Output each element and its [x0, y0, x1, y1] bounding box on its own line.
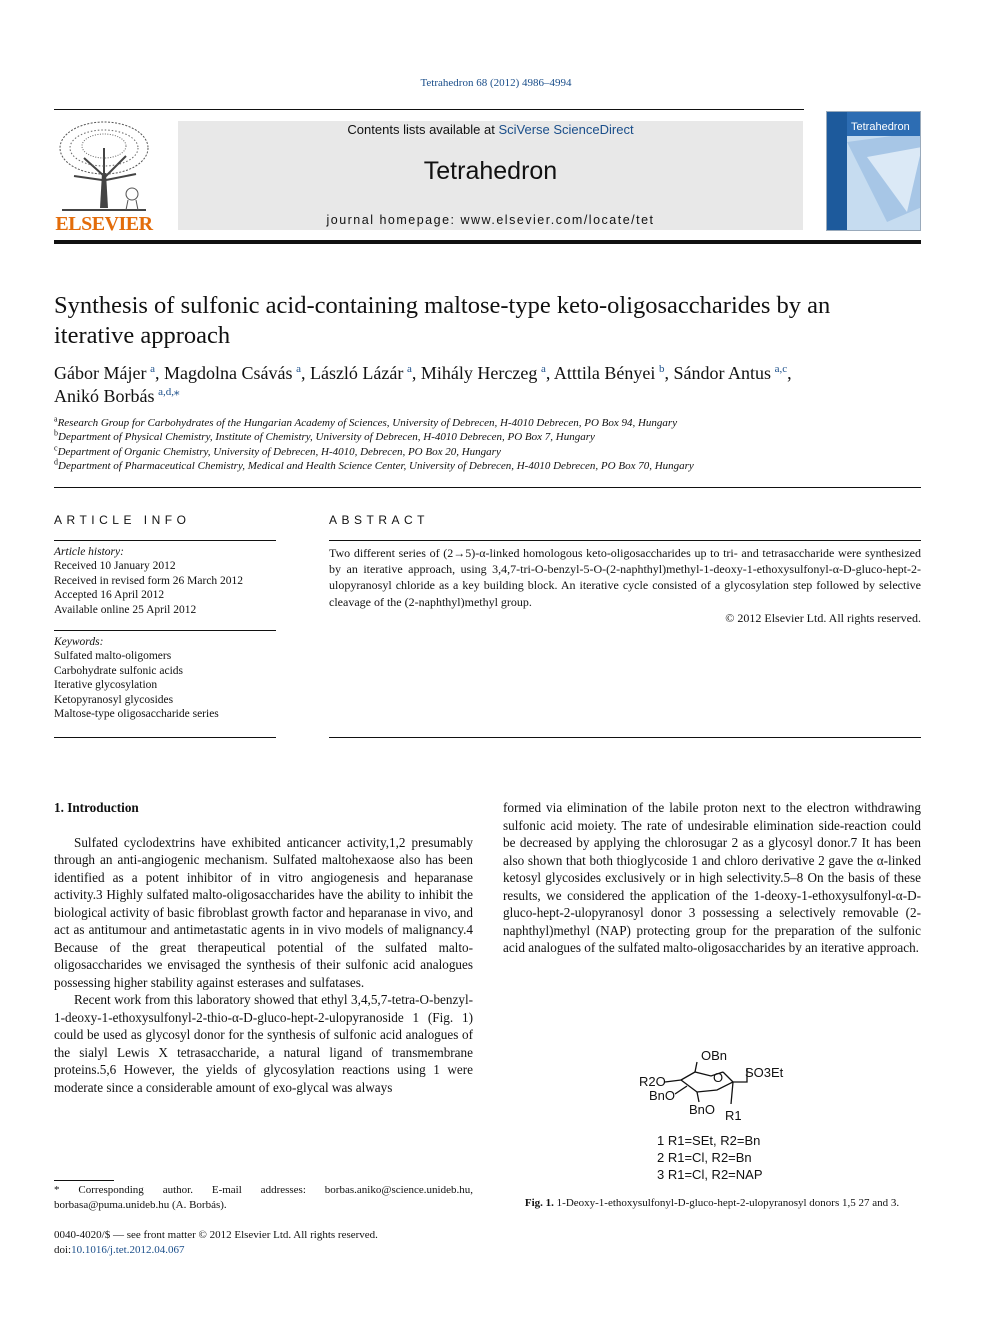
journal-citation[interactable]: Tetrahedron 68 (2012) 4986–4994 [420, 77, 572, 89]
paragraph: formed via elimination of the labile proton next to the electron withdrawing sulfonic acid moiety. The rate of undesirable elimination side-reaction could be decreased by applying the chlorosugar 2 as a glycosyl donor.7 It has been also shown that both thioglycoside 1 and chloro derivative 2 gave the α-linked ketosyl glycosides exclusively or in high selectivity.5–8 On the basis of these results, we considered the application of the 1-deoxy-1-ethoxysulfonyl-α-D-gluco-hept-2-ulopyranosyl donor 3 possessing a selectively removable (2-naphthyl)methyl (NAP) protecting group for the preparation of the sulfonic acid analogues of the sulfated malto-oligosaccharides by an iterative approach. [503, 800, 921, 955]
body-left-column [54, 799, 473, 1096]
keyword: Sulfated malto-oligomers [54, 650, 172, 663]
structure-label: R1 [725, 1108, 742, 1123]
doi-link[interactable]: 10.1016/j.tet.2012.04.067 [71, 1243, 185, 1256]
keywords [54, 635, 276, 721]
paragraph: Recent work from this laboratory showed that ethyl 3,4,5,7-tetra-O-benzyl-1-deoxy-1-ethoxysulfonyl-2-thio-α-D-gluco-hept-2-ulopyranoside 1 (Fig. 1) could be used as glycosyl donor for the synthesis of sulfonic acid analogues of the sialyl Lewis X tetrasaccharide, a natural ligand of transmembrane proteins.5,6 However, the yields of glycosylation reactions using 1 were moderate since a considerable amount of exo-glycal was always [54, 992, 473, 1095]
history-item: Received in revised form 26 March 2012 [54, 574, 244, 587]
author-corresponding[interactable]: Anikó Borbás $^{a,d,⁎}$ [54, 386, 180, 406]
structure-label: SO3Et [745, 1065, 784, 1080]
front-matter [54, 1228, 473, 1257]
structure-label: BnO [649, 1088, 676, 1103]
journal-masthead [178, 121, 803, 230]
article-history [54, 545, 276, 617]
affiliation-rule [54, 487, 921, 488]
abstract-copyright: © 2012 Elsevier Ltd. All rights reserved. [725, 610, 921, 625]
author-list [54, 362, 921, 408]
figure-caption [503, 1197, 921, 1209]
publisher-wordmark: ELSEVIER [55, 213, 153, 235]
abstract-rule [329, 540, 921, 541]
ring-bonds [665, 1062, 747, 1104]
article-info-rule [54, 737, 276, 738]
structure-label: R2O [639, 1074, 666, 1089]
figure-caption-text: 1-Deoxy-1-ethoxysulfonyl-D-gluco-hept-2-ulopyranosyl donors 1,5 27 and 3. [556, 1197, 900, 1209]
article-title: Synthesis of sulfonic acid-containing maltose-type keto-oligosaccharides by an iterative approach [54, 292, 831, 349]
structure-label: O [713, 1070, 724, 1085]
header-rule [54, 109, 804, 110]
abstract-heading: ABSTRACT [329, 513, 430, 527]
history-label: Article history: [54, 546, 124, 558]
keywords-label: Keywords: [54, 636, 104, 648]
keyword: Ketopyranosyl glycosides [54, 693, 174, 706]
journal-name: Tetrahedron [423, 157, 558, 185]
body-right-column [503, 799, 921, 957]
keyword: Maltose-type oligosaccharide series [54, 708, 219, 721]
author: László Lázár $^a$, [309, 363, 421, 383]
author: Gábor Májer $^a$, [54, 363, 164, 383]
affiliation: $^a$Research Group for Carbohydrates of the Hungarian Academy of Sciences, University of Debrecen, H-4010 Debrecen, PO Box 94, Hungary [54, 414, 678, 429]
paragraph: Sulfated cyclodextrins have exhibited anticancer activity,1,2 presumably through an anti-angiogenic mechanism. Sulfated maltohexaose also has been identified as a potent inhibitor of in vitro angiogenesis and heparanase activity.3 Highly sulfated malto-oligosaccharides have the ability to inhibit the biological activity of basic fibroblast growth factor and heparanase in vivo, and act as antitumour and antimetastatic agents in in vivo models of malignancy.4 Because of the great therapeutical potential of the sulfated malto-oligosaccharides we envisaged the synthesis of their sulfonic acid analogues possessing higher stability against esterases and sulfatases. [54, 834, 473, 990]
contents-prefix: Contents lists available at [347, 122, 499, 137]
masthead-rule [54, 240, 921, 244]
cover-title: Tetrahedron [851, 121, 910, 133]
history-item: Received 10 January 2012 [54, 560, 176, 573]
article-info-rule [54, 540, 276, 541]
history-item: Accepted 16 April 2012 [54, 589, 165, 602]
figure-label: Fig. 1. [524, 1197, 554, 1209]
structure-label: OBn [701, 1048, 728, 1063]
affiliations [54, 416, 921, 474]
journal-cover [826, 111, 921, 231]
article-info-heading: ARTICLE INFO [54, 513, 191, 527]
abstract [329, 545, 921, 626]
front-matter-line: 0040-4020/$ — see front matter © 2012 Elsevier Ltd. All rights reserved. [54, 1229, 378, 1241]
author: Atttila Bényei $^b$, [553, 363, 674, 383]
affiliation: $^d$Department of Pharmaceutical Chemistry, Medical and Health Science Center, University of Debrecen, H-4010 Debrecen, PO Box 70, Hungary [54, 457, 694, 473]
abstract-text: Two different series of (2→5)-α-linked homologous keto-oligosaccharides up to tri- and tetrasaccharide were synthesized by an iterative approach, using 3,4,7-tri-O-benzyl-5-O-(2-naphthyl)methyl-1-deoxy-1-ethoxysulfonyl-α-D-gluco-hept-2-ulopyranosyl chloride as a key building block. An iterative cycle consisted of a glycosylation step followed by selective cleavage of the (2-naphthyl)methyl group. [329, 546, 921, 609]
history-item: Available online 25 April 2012 [54, 603, 197, 616]
keyword: Carbohydrate sulfonic acids [54, 664, 184, 677]
keyword: Iterative glycosylation [54, 679, 158, 692]
corresponding-author-footnote: * Corresponding author. E-mail addresses: borbas.aniko@science.unideb.hu, borbasa@puma.unideb.hu (A. Borbás). [54, 1184, 473, 1211]
compound-entry: 2 R1=Cl, R2=Bn [657, 1150, 752, 1165]
author: Mihály Herczeg $^a$, [420, 363, 554, 383]
affiliation: $^b$Department of Physical Chemistry, Institute of Chemistry, University of Debrecen, H-4010 Debrecen, PO Box 7, Hungary [54, 428, 595, 444]
doi-line: doi:10.1016/j.tet.2012.04.067 [54, 1243, 185, 1256]
section-heading: 1. Introduction [54, 800, 139, 815]
contents-line [178, 121, 803, 137]
footnote-rule [54, 1180, 114, 1181]
article-info-rule [54, 630, 276, 631]
author: Magdolna Csávás $^a$, [163, 363, 310, 383]
compound-entry: 3 R1=Cl, R2=NAP [657, 1167, 763, 1182]
structure-label: BnO [689, 1102, 716, 1117]
sciencedirect-link[interactable]: SciVerse ScienceDirect [498, 122, 634, 137]
author: Sándor Antus $^{a,c}$, [673, 363, 792, 383]
affiliation: $^c$Department of Organic Chemistry, University of Debrecen, H-4010, Debrecen, PO Box 20, Hungary [54, 443, 501, 458]
compound-entry: 1 R1=SEt, R2=Bn [657, 1133, 761, 1148]
journal-homepage[interactable]: journal homepage: www.elsevier.com/locate/tet [326, 213, 655, 227]
abstract-rule [329, 737, 921, 738]
structure-diagram [625, 1040, 815, 1190]
